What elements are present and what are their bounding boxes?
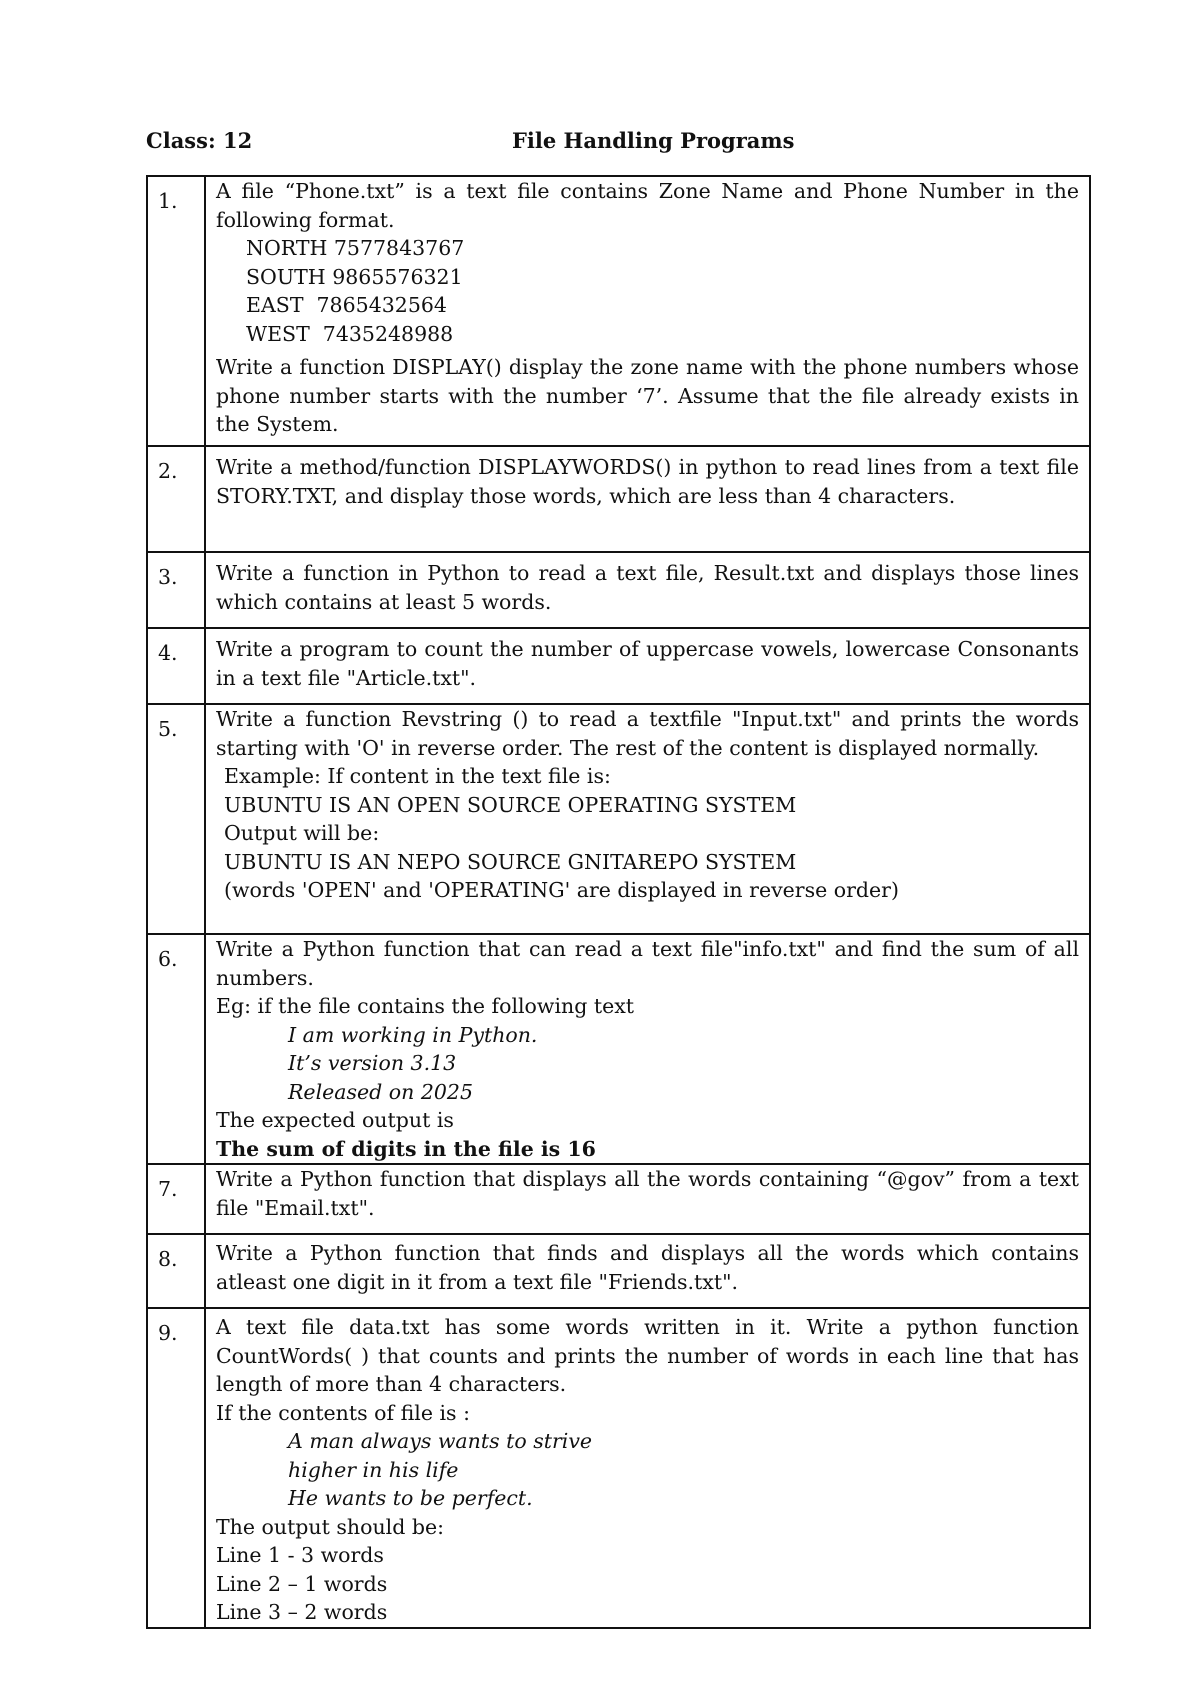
sample-line: He wants to be perfect. xyxy=(288,1486,533,1510)
sample-line: Released on 2025 xyxy=(288,1079,474,1104)
output-line: Line 2 – 1 words xyxy=(216,1571,388,1596)
question-number: 7. xyxy=(147,1164,205,1234)
sample-line: SOUTH 9865576321 xyxy=(246,264,463,289)
question-body xyxy=(205,1164,1090,1234)
question-row xyxy=(147,1234,1090,1308)
example-line: (words 'OPEN' and 'OPERATING' are displayed in reverse order) xyxy=(224,878,899,902)
question-text: Write a method/function DISPLAYWORDS() in python to read lines from a text file STORY.TXT, and display those words, which are less than 4 characters. xyxy=(216,455,1079,508)
question-text: Write a Python function that finds and displays all the words which contains atleast one digit in it from a text file "Friends.txt". xyxy=(216,1241,1079,1294)
question-body xyxy=(205,176,1090,446)
sample-line: EAST 7865432564 xyxy=(246,293,447,317)
question-body xyxy=(205,704,1090,934)
question-row xyxy=(147,628,1090,704)
sample-line: WEST 7435248988 xyxy=(246,321,454,346)
sample-line: I am working in Python. xyxy=(288,1022,538,1047)
question-number: 5. xyxy=(147,704,205,934)
question-text: Write a function Revstring () to read a textfile "Input.txt" and prints the words starting with 'O' in reverse order. The rest of the content is displayed normally. xyxy=(216,707,1079,760)
question-body xyxy=(205,446,1090,552)
question-text: A text file data.txt has some words written in it. Write a python function CountWords( ) that counts and prints the number of words in each line that has length of more than 4 characters. xyxy=(216,1315,1079,1396)
document-title: File Handling Programs xyxy=(512,128,795,153)
example-line: The expected output is xyxy=(216,1108,454,1132)
question-body xyxy=(205,1234,1090,1308)
question-number: 1. xyxy=(147,176,205,446)
question-number: 4. xyxy=(147,628,205,704)
questions-table xyxy=(146,175,1091,1629)
question-text: Write a Python function that can read a text file"info.txt" and find the sum of all numbers. xyxy=(216,937,1079,990)
question-body xyxy=(205,934,1090,1164)
question-body xyxy=(205,552,1090,628)
question-row xyxy=(147,552,1090,628)
question-row xyxy=(147,934,1090,1164)
question-number: 8. xyxy=(147,1234,205,1308)
question-row xyxy=(147,446,1090,552)
question-number: 9. xyxy=(147,1308,205,1628)
question-row xyxy=(147,1308,1090,1628)
question-number: 3. xyxy=(147,552,205,628)
page-header xyxy=(146,128,1096,160)
example-line: Eg: if the file contains the following text xyxy=(216,994,635,1018)
question-row xyxy=(147,176,1090,446)
example-line: If the contents of file is : xyxy=(216,1400,470,1425)
sample-line: higher in his life xyxy=(288,1457,459,1482)
question-body xyxy=(205,628,1090,704)
question-row xyxy=(147,1164,1090,1234)
example-line: UBUNTU IS AN NEPO SOURCE GNITAREPO SYSTEM xyxy=(224,849,797,874)
sample-line: NORTH 7577843767 xyxy=(246,236,465,260)
question-text: Write a program to count the number of uppercase vowels, lowercase Consonants in a text file "Article.txt". xyxy=(216,637,1079,690)
question-body xyxy=(205,1308,1090,1628)
question-number: 6. xyxy=(147,934,205,1164)
example-line: The output should be: xyxy=(216,1514,445,1539)
question-row xyxy=(147,704,1090,934)
question-text: Write a function DISPLAY() display the zone name with the phone numbers whose phone number starts with the number ‘7’. Assume that the file already exists in the System. xyxy=(216,355,1079,436)
example-line: Example: If content in the text file is: xyxy=(224,764,611,788)
class-label: Class: 12 xyxy=(146,128,253,153)
expected-output: The sum of digits in the file is 16 xyxy=(216,1136,596,1161)
example-line: UBUNTU IS AN OPEN SOURCE OPERATING SYSTEM xyxy=(224,792,797,817)
output-line: Line 3 – 2 words xyxy=(216,1600,388,1624)
question-text: Write a function in Python to read a text file, Result.txt and displays those lines which contains at least 5 words. xyxy=(216,561,1079,614)
question-number: 2. xyxy=(147,446,205,552)
sample-line: A man always wants to strive xyxy=(288,1429,593,1453)
output-line: Line 1 - 3 words xyxy=(216,1543,384,1567)
example-line: Output will be: xyxy=(224,821,380,845)
question-text: Write a Python function that displays all the words containing “@gov” from a text file "Email.txt". xyxy=(216,1167,1079,1220)
sample-line: It’s version 3.13 xyxy=(288,1051,457,1075)
question-text: A file “Phone.txt” is a text file contains Zone Name and Phone Number in the following format. xyxy=(216,179,1079,232)
